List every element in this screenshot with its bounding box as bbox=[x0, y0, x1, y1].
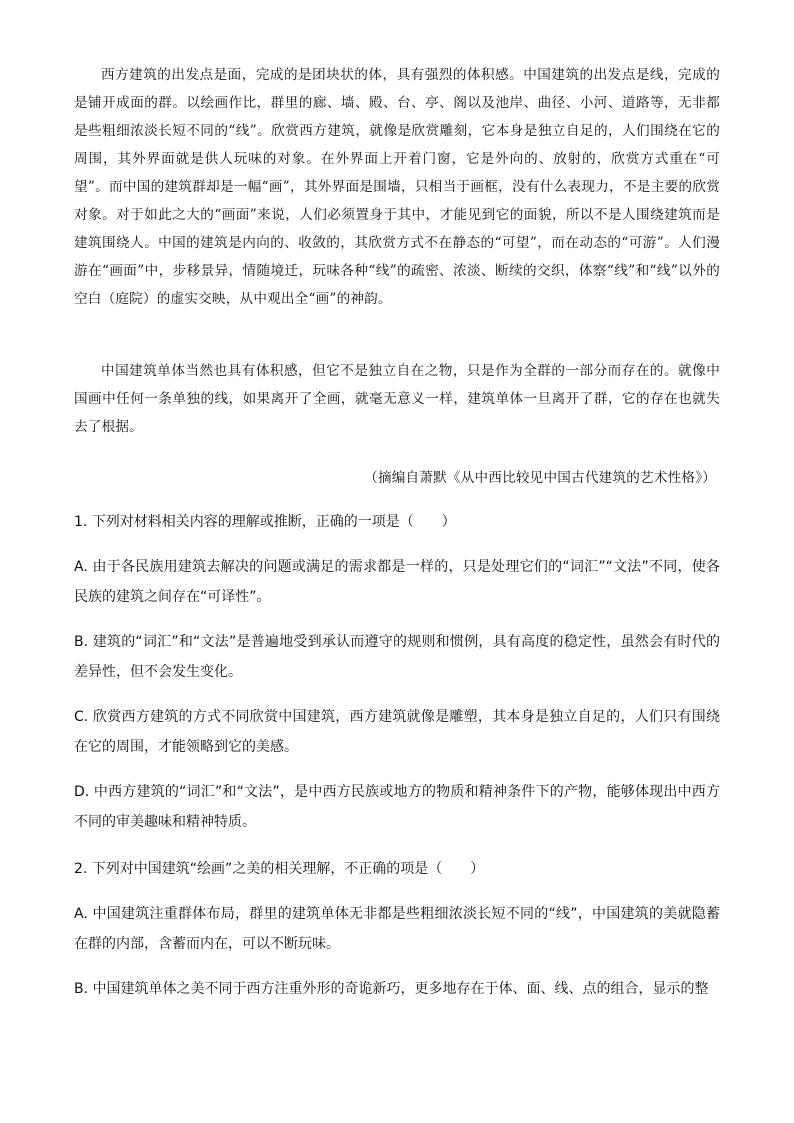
question-2-stem: 2. 下列对中国建筑“绘画”之美的相关理解，不正确的项是（ ） bbox=[74, 861, 485, 877]
question-2-option-b: B. 中国建筑单体之美不同于西方注重外形的奇诡新巧，更多地存在于体、面、线、点的组合，显示的整 bbox=[74, 981, 709, 997]
question-1-option-c: C. 欣赏西方建筑的方式不同欣赏中国建筑，西方建筑就像是雕塑，其本身是独立自足的，人们只有围绕在它的周围，才能领略到它的美感。 bbox=[74, 709, 720, 755]
question-1-option-a: A. 由于各民族用建筑去解决的问题或满足的需求都是一样的，只是处理它们的“词汇”“文法”不同，使各民族的建筑之间存在“可译性”。 bbox=[74, 559, 720, 605]
passage-source: （摘编自萧默《从中西比较见中国古代建筑的艺术性格》） bbox=[364, 470, 716, 486]
question-2-option-a: A. 中国建筑注重群体布局，群里的建筑单体无非都是些粗细浓淡长短不同的“线”，中国建筑的美就隐蓄在群的内部，含蓄而内在，可以不断玩味。 bbox=[74, 906, 720, 952]
passage-paragraph-1: 西方建筑的出发点是面，完成的是团块状的体，具有强烈的体积感。中国建筑的出发点是线，完成的是铺开成面的群。以绘画作比，群里的廊、墙、殿、台、亭、阁以及池岸、曲径、小河、道路等，无非都是些粗细浓淡长短不同的“线”。欣赏西方建筑，就像是欣赏雕刻，它本身是独立自足的，人们围绕在它的周围，其外界面就是供人玩味的对象。在外界面上开着门窗，它是外向的、放射的，欣赏方式重在“可望”。而中国的建筑群却是一幅“画”，其外界面是围墙，只相当于画框，没有什么表现力，不是主要的欣赏对象。对于如此之大的“画面”来说，人们必须置身于其中，才能见到它的面貌，所以不是人围绕建筑而是建筑围绕人。中国的建筑是内向的、收敛的，其欣赏方式不在静态的“可望”，而在动态的“可游”。人们漫游在“画面”中，步移景异，情随境迁，玩味各种“线”的疏密、浓淡、断续的交织，体察“线”和“线”以外的空白（庭院）的虚实交映，从中观出全“画”的神韵。 bbox=[74, 67, 720, 307]
question-1-option-d: D. 中西方建筑的“词汇”和“文法”，是中西方民族或地方的物质和精神条件下的产物，能够体现出中西方不同的审美趣味和精神特质。 bbox=[74, 784, 720, 830]
question-1-stem: 1. 下列对材料相关内容的理解或推断，正确的一项是（ ） bbox=[74, 514, 456, 530]
passage-paragraph-2: 中国建筑单体当然也具有体积感，但它不是独立自在之物，只是作为全群的一部分而存在的。就像中国画中任何一条单独的线，如果离开了全画，就毫无意义一样，建筑单体一旦离开了群，它的存在也就失去了根据。 bbox=[74, 363, 720, 435]
question-1-option-b: B. 建筑的“词汇”和“文法”是普遍地受到承认而遵守的规则和惯例，具有高度的稳定性，虽然会有时代的差异性，但不会发生变化。 bbox=[74, 634, 720, 680]
